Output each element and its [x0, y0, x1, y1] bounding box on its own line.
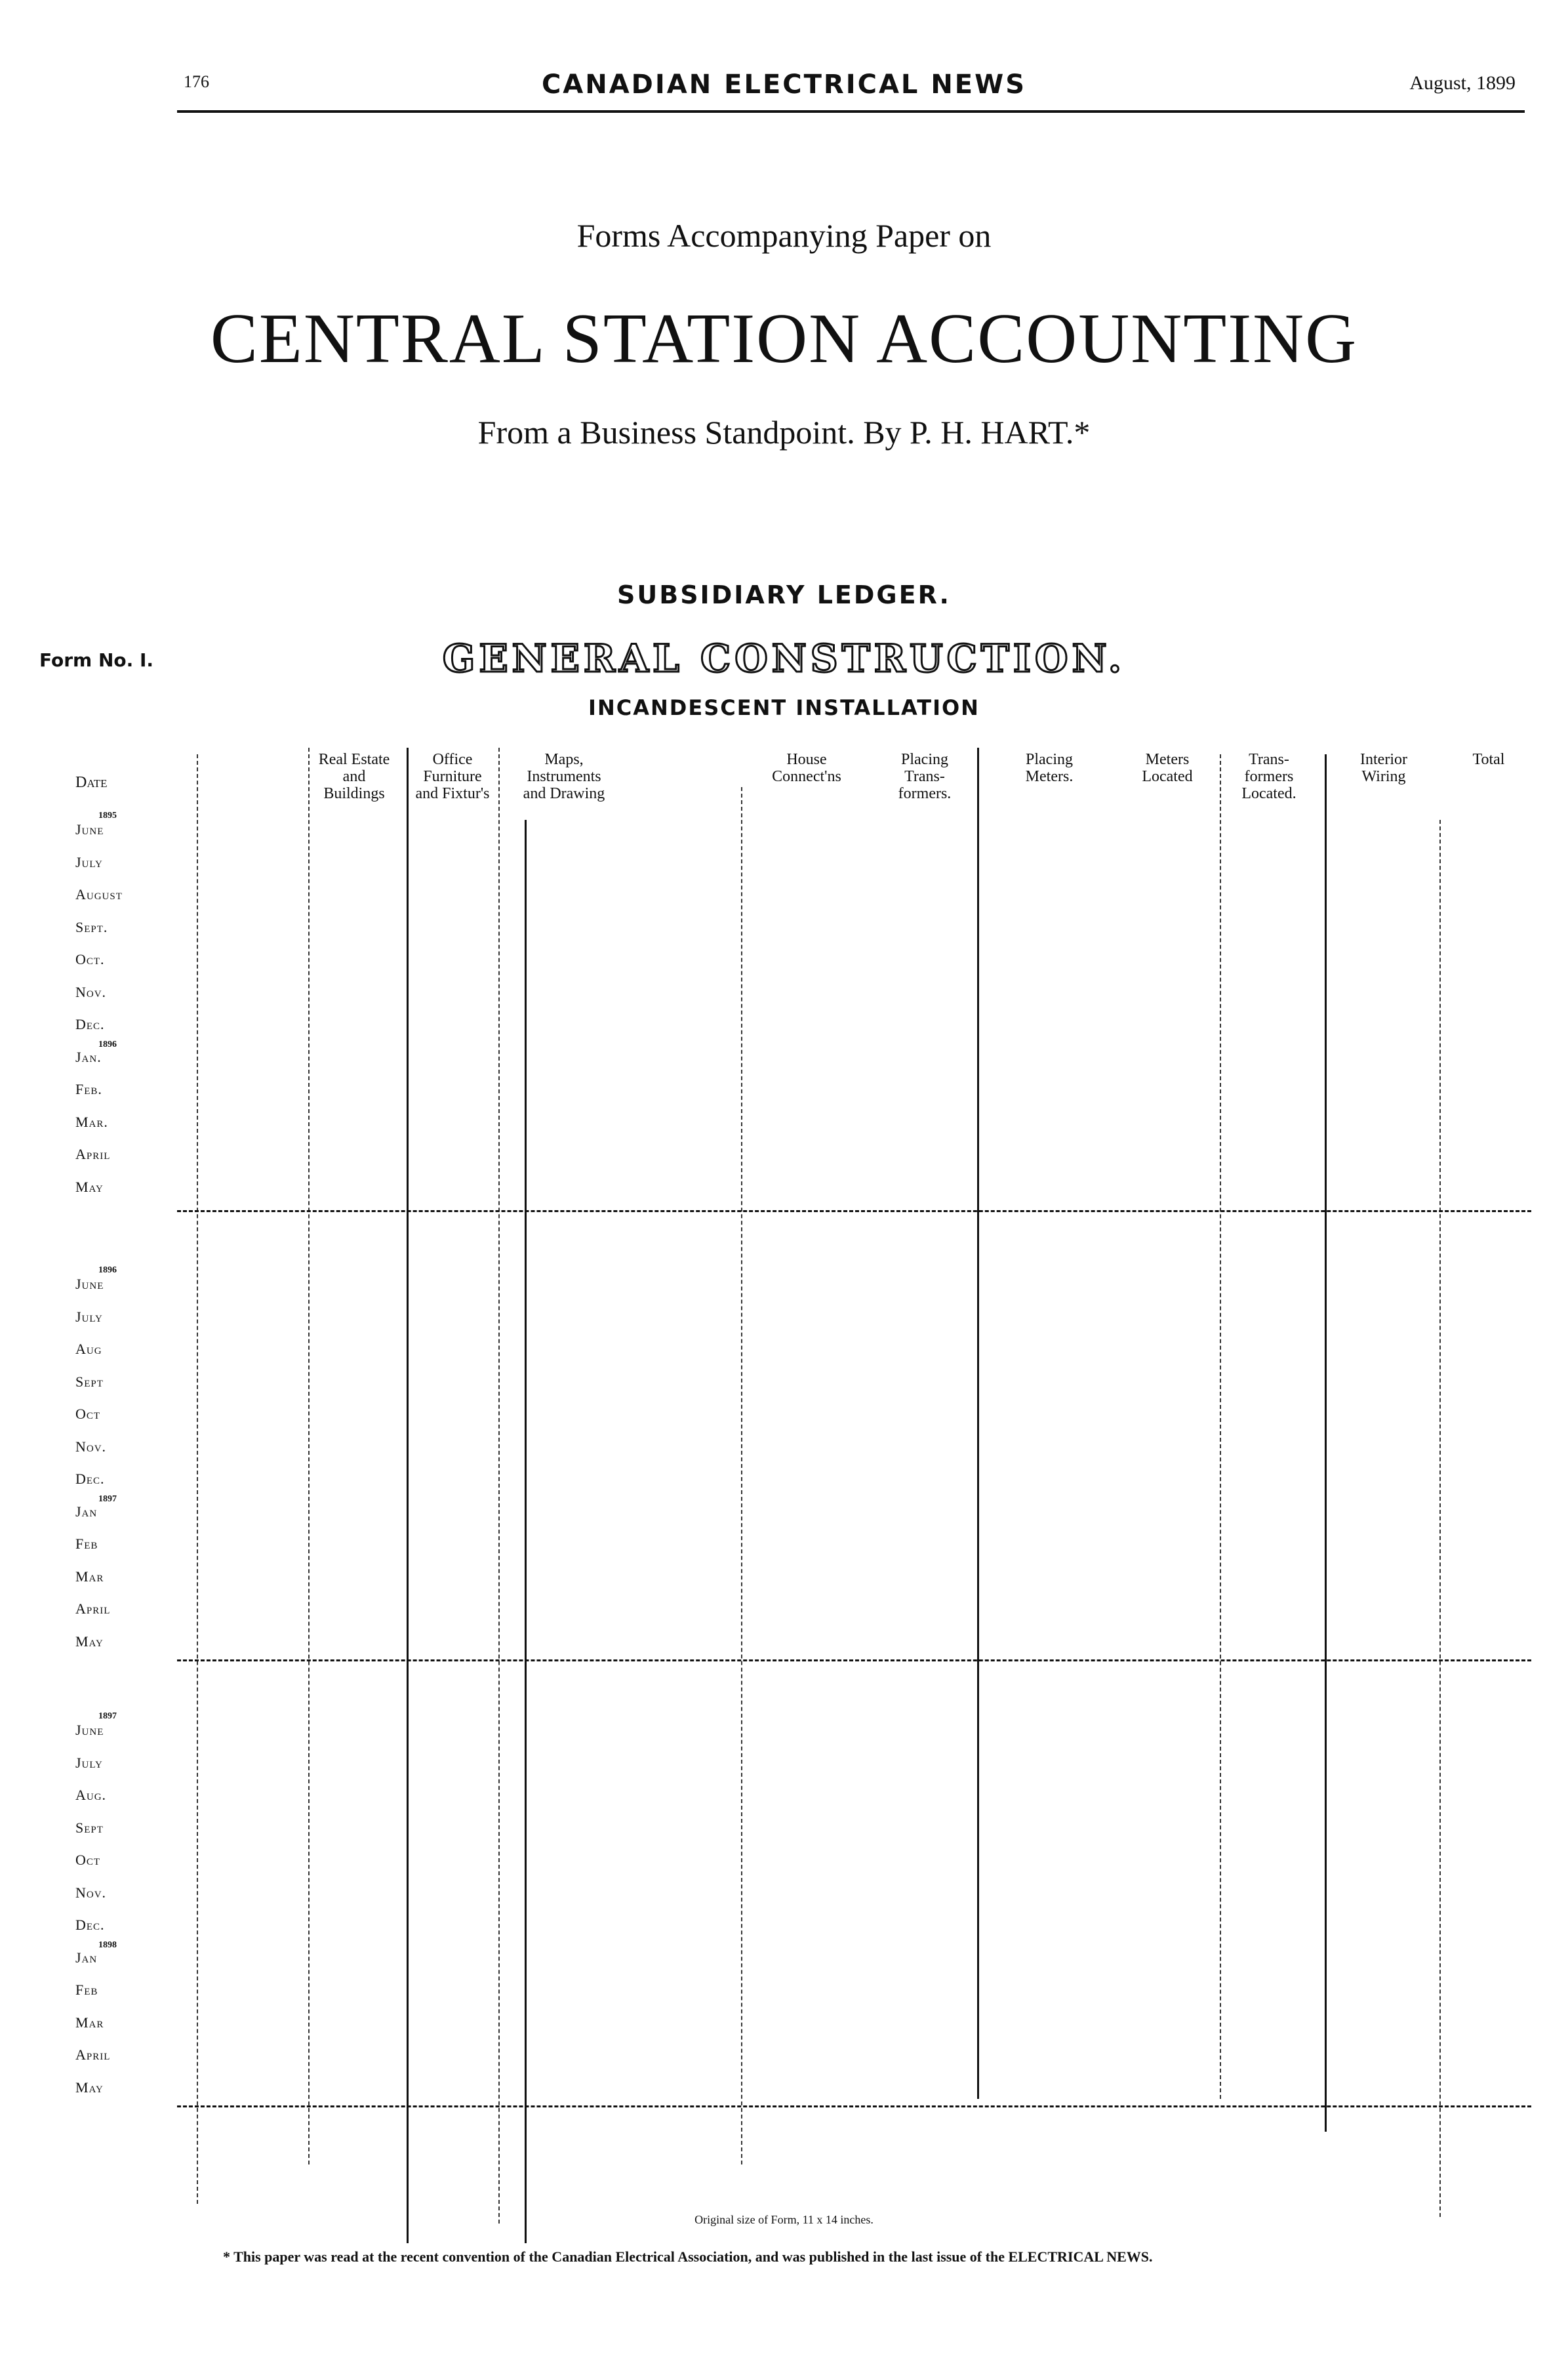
byline: From a Business Standpoint. By P. H. HART.* [477, 414, 1091, 451]
column-rule [525, 820, 527, 2243]
month-label: Aug. [75, 1787, 107, 1803]
month-label: May [75, 2079, 104, 2096]
month-label: Sept [75, 1819, 104, 1836]
month-label: Dec. [75, 1917, 105, 1933]
section-total-rule [177, 2105, 1531, 2107]
month-label: Oct. [75, 951, 105, 967]
month-label: April [75, 1146, 111, 1162]
month-label: July [75, 1754, 103, 1771]
page-number: 176 [184, 72, 209, 91]
column-header: Real Estate and Buildings [318, 751, 390, 802]
month-label: Feb [75, 1981, 98, 1998]
form-number: Form No. I. [39, 649, 154, 671]
month-label: Oct [75, 1406, 101, 1422]
main-title: CENTRAL STATION ACCOUNTING [210, 300, 1358, 378]
month-label: June [75, 1276, 104, 1292]
month-label: May [75, 1633, 104, 1650]
month-label: April [75, 2046, 111, 2063]
section-total-rule [177, 1210, 1531, 1212]
year-label: 1896 [98, 1039, 117, 1049]
column-rule [1439, 820, 1441, 2217]
month-label: Jan [75, 1503, 98, 1520]
year-label: 1897 [98, 1493, 117, 1504]
month-label: July [75, 853, 103, 870]
issue-date: August, 1899 [1409, 72, 1516, 94]
column-rule [1325, 754, 1327, 2132]
installation-subtitle: INCANDESCENT INSTALLATION [588, 695, 980, 720]
month-label: Aug [75, 1341, 102, 1357]
month-label: Dec. [75, 1471, 105, 1487]
magazine-title: CANADIAN ELECTRICAL NEWS [541, 70, 1027, 100]
month-label: June [75, 821, 104, 838]
column-header: Meters Located [1142, 751, 1193, 785]
column-rule [197, 754, 198, 2204]
column-header: Placing Trans- formers. [898, 751, 952, 802]
column-header: Date [75, 774, 108, 791]
month-label: May [75, 1178, 104, 1195]
month-label: Feb. [75, 1081, 102, 1097]
year-label: 1895 [98, 811, 117, 821]
section-total-rule [177, 1659, 1531, 1661]
month-label: Feb [75, 1535, 98, 1552]
column-rule [741, 787, 742, 2164]
month-label: July [75, 1308, 103, 1325]
month-label: August [75, 886, 123, 903]
month-label: Nov. [75, 983, 107, 1000]
month-label: Jan. [75, 1048, 102, 1065]
column-header: Placing Meters. [1025, 751, 1074, 785]
column-rule [977, 748, 979, 2099]
month-label: Sept. [75, 918, 108, 935]
original-size-note: Original size of Form, 11 x 14 inches. [694, 2213, 874, 2226]
month-label: Mar [75, 1568, 104, 1585]
column-rule [498, 748, 500, 2224]
forms-heading: Forms Accompanying Paper on [576, 217, 992, 254]
month-label: Sept [75, 1373, 104, 1390]
column-header: Total [1472, 751, 1505, 768]
month-label: Mar. [75, 1113, 108, 1130]
column-header: Office Furniture and Fixtur's [415, 751, 490, 802]
column-header: Interior Wiring [1360, 751, 1407, 785]
month-label: April [75, 1600, 111, 1617]
month-label: Jan [75, 1949, 98, 1966]
month-label: Dec. [75, 1016, 105, 1032]
general-construction-title: GENERAL CONSTRUCTION. [442, 636, 1126, 681]
month-label: Nov. [75, 1438, 107, 1455]
column-rule [308, 748, 310, 2164]
month-label: Nov. [75, 1884, 107, 1901]
month-label: Mar [75, 2014, 104, 2031]
month-label: June [75, 1722, 104, 1738]
column-header: Trans- formers Located. [1241, 751, 1297, 802]
ledger-title: SUBSIDIARY LEDGER. [617, 580, 951, 609]
year-label: 1897 [98, 1711, 117, 1721]
column-rule [1220, 754, 1221, 2099]
footnote: * This paper was read at the recent convention of the Canadian Electrical Association, and was published in the last issue of the ELECTRICAL NEWS. [223, 2248, 1153, 2265]
column-rule [407, 748, 409, 2243]
year-label: 1898 [98, 1940, 117, 1950]
column-header: Maps, Instruments and Drawing [523, 751, 605, 802]
month-label: Oct [75, 1852, 101, 1868]
column-header: House Connect'ns [772, 751, 841, 785]
year-label: 1896 [98, 1265, 117, 1275]
